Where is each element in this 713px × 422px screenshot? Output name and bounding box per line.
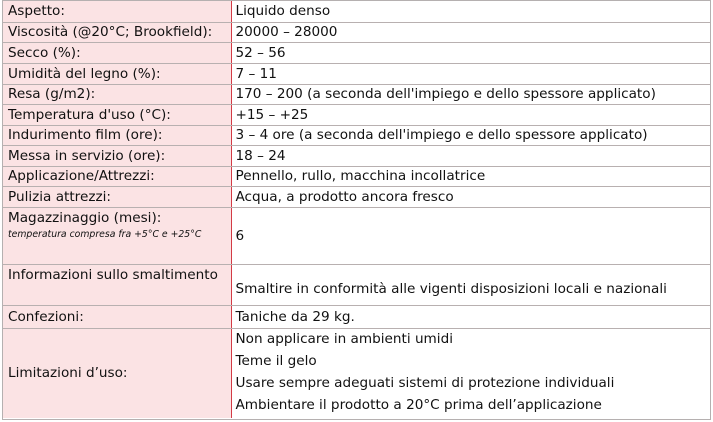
technical-data-sheet bbox=[2, 0, 711, 420]
row-value: 170 – 200 (a seconda dell'impiego e dello spessore applicato) bbox=[231, 84, 710, 104]
spec-row-temperatura bbox=[3, 104, 710, 125]
packaging-value: Taniche da 29 kg. bbox=[231, 305, 710, 328]
row-label: Pulizia attrezzi: bbox=[3, 186, 231, 207]
row-label: Umidità del legno (%): bbox=[3, 63, 231, 84]
row-value: Acqua, a prodotto ancora fresco bbox=[231, 186, 710, 207]
disposal-value: Smaltire in conformità alle vigenti disposizioni locali e nazionali bbox=[231, 264, 710, 305]
spec-row-viscosita bbox=[3, 22, 710, 42]
spec-row-applicazione bbox=[3, 166, 710, 186]
row-value: 20000 – 28000 bbox=[231, 22, 710, 42]
row-value: Pennello, rullo, macchina incollatrice bbox=[231, 166, 710, 186]
row-label: Messa in servizio (ore): bbox=[3, 145, 231, 166]
spec-table bbox=[3, 1, 710, 418]
storage-sublabel: temperatura compresa fra +5°C e +25°C bbox=[8, 228, 202, 240]
limitation-item: Ambientare il prodotto a 20°C prima dell’applicazione bbox=[235, 397, 602, 414]
row-label: Secco (%): bbox=[3, 42, 231, 63]
packaging-label: Confezioni: bbox=[3, 305, 231, 328]
limitation-item: Usare sempre adeguati sistemi di protezione individuali bbox=[235, 375, 615, 392]
spec-row-resa bbox=[3, 84, 710, 104]
spec-row-secco bbox=[3, 42, 710, 63]
spec-row-confezioni bbox=[3, 305, 710, 328]
row-label: Resa (g/m2): bbox=[3, 84, 231, 104]
row-label: Aspetto: bbox=[3, 1, 231, 22]
row-value: 52 – 56 bbox=[231, 42, 710, 63]
limitation-item: Non applicare in ambienti umidi bbox=[235, 331, 453, 348]
row-label: Temperatura d'uso (°C): bbox=[3, 104, 231, 125]
row-value: +15 – +25 bbox=[231, 104, 710, 125]
row-label: Indurimento film (ore): bbox=[3, 125, 231, 145]
spec-row-pulizia bbox=[3, 186, 710, 207]
row-value: Liquido denso bbox=[231, 1, 710, 22]
disposal-label: Informazioni sullo smaltimento bbox=[3, 264, 231, 305]
limitation-item: Teme il gelo bbox=[235, 353, 317, 370]
storage-label: Magazzinaggio (mesi): bbox=[8, 209, 162, 226]
row-value: 7 – 11 bbox=[231, 63, 710, 84]
spec-row-umidita bbox=[3, 63, 710, 84]
spec-row-limitazioni bbox=[3, 328, 710, 418]
spec-row-messa-in-servizio bbox=[3, 145, 710, 166]
row-value: 18 – 24 bbox=[231, 145, 710, 166]
spec-row-magazzinaggio bbox=[3, 207, 710, 264]
limitations-list bbox=[231, 328, 710, 418]
limitations-label: Limitazioni d’uso: bbox=[3, 328, 231, 418]
row-label: Viscosità (@20°C; Brookfield): bbox=[3, 22, 231, 42]
row-value: 3 – 4 ore (a seconda dell'impiego e dello spessore applicato) bbox=[231, 125, 710, 145]
spec-row-aspetto bbox=[3, 1, 710, 22]
storage-label-cell bbox=[3, 207, 231, 264]
spec-row-indurimento bbox=[3, 125, 710, 145]
row-label: Applicazione/Attrezzi: bbox=[3, 166, 231, 186]
spec-row-smaltimento bbox=[3, 264, 710, 305]
storage-value: 6 bbox=[231, 207, 710, 264]
